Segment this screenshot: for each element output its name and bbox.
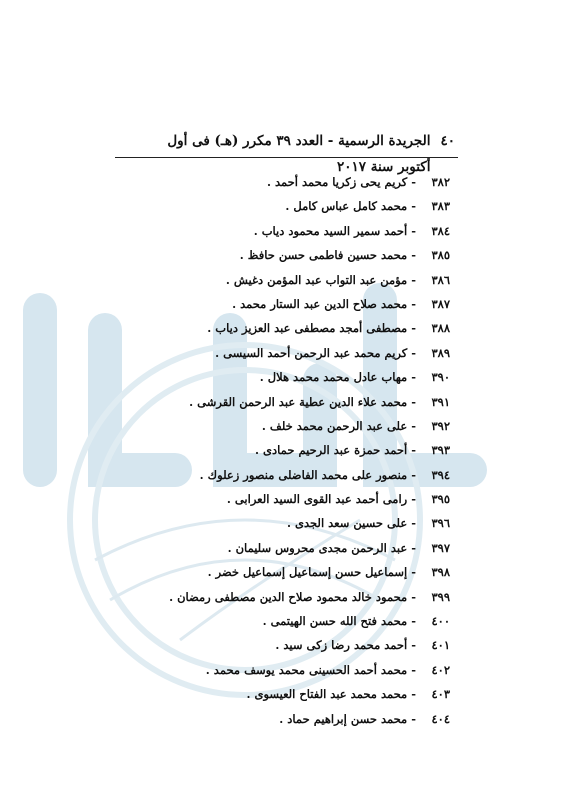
list-item: [110, 609, 450, 633]
list-item: [110, 658, 450, 682]
entry-name: على عبد الرحمن محمد خلف .: [261, 418, 408, 433]
entry-separator: -: [411, 711, 416, 726]
entry-number: ٣٩٣: [431, 443, 450, 458]
entry-number: ٤٠١: [431, 638, 450, 653]
entry-separator: -: [411, 443, 416, 458]
entry-name: إسماعيل حسن إسماعيل إسماعيل خضر .: [207, 565, 408, 580]
entry-separator: -: [411, 516, 416, 531]
entry-separator: -: [411, 565, 416, 580]
entry-name: محمود خالد محمود صلاح الدين مصطفى رمضان .: [169, 589, 408, 604]
entry-number: ٣٨٥: [431, 248, 450, 263]
entry-separator: -: [411, 248, 416, 263]
entry-separator: -: [411, 175, 416, 189]
page-header: [145, 128, 455, 175]
entry-separator: -: [411, 272, 416, 287]
entry-name: أحمد حمزة عبد الرحيم حمادى .: [255, 443, 408, 458]
entry-name: كريم محمد عبد الرحمن أحمد السيسى .: [215, 345, 408, 360]
list-item: [110, 365, 450, 389]
entry-separator: -: [411, 418, 416, 433]
entry-separator: -: [411, 638, 416, 653]
entry-name: محمد كامل عباس كامل .: [285, 199, 408, 214]
entry-number: ٣٨٤: [431, 223, 450, 238]
page-number: ٤٠: [440, 133, 455, 149]
list-item: [110, 316, 450, 340]
entry-number: ٣٩٤: [431, 467, 450, 482]
list-item: [110, 268, 450, 292]
entry-number: ٣٩٢: [431, 418, 450, 433]
list-item: [110, 243, 450, 267]
list-item: [110, 560, 450, 584]
entry-separator: -: [411, 296, 416, 311]
entry-number: ٣٨٦: [431, 272, 450, 287]
entry-name: مهاب عادل محمد محمد هلال .: [259, 370, 408, 385]
entry-name: على حسين سعد الجدى .: [286, 516, 408, 531]
list-item: [110, 390, 450, 414]
entry-name: محمد محمد عبد الفتاح العيسوى .: [246, 687, 408, 702]
entry-number: ٣٨٢: [431, 175, 450, 189]
entry-name: محمد صلاح الدين عبد الستار محمد .: [232, 296, 408, 311]
list-item: [110, 170, 450, 194]
entry-number: ٤٠٠: [431, 614, 450, 629]
entry-name: محمد فتح الله حسن الهيتمى .: [262, 614, 408, 629]
entry-name: كريم يحى زكريا محمد أحمد .: [266, 175, 408, 189]
list-item: [110, 292, 450, 316]
list-item: [110, 536, 450, 560]
entry-name: محمد حسن إبراهيم حماد .: [279, 711, 408, 726]
entry-name: منصور على محمد الفاضلى منصور زعلوك .: [199, 467, 408, 482]
entry-separator: -: [411, 540, 416, 555]
entry-number: ٣٩٩: [431, 589, 450, 604]
entry-number: ٤٠٣: [431, 687, 450, 702]
entry-separator: -: [411, 492, 416, 507]
entry-number: ٣٩١: [431, 394, 450, 409]
entry-name: أحمد سمير السيد محمود دياب .: [253, 223, 408, 238]
entry-number: ٣٨٣: [431, 199, 450, 214]
entry-number: ٣٩٧: [431, 540, 450, 555]
entry-name: مؤمن عبد التواب عبد المؤمن دغيش .: [225, 272, 408, 287]
entry-number: ٣٩٥: [431, 492, 450, 507]
entry-number: ٤٠٤: [431, 711, 450, 726]
entry-number: ٣٨٧: [431, 296, 450, 311]
list-item: [110, 341, 450, 365]
entry-number: ٤٠٢: [431, 662, 450, 677]
entry-number: ٣٩٨: [431, 565, 450, 580]
entry-separator: -: [411, 345, 416, 360]
entry-name: محمد حسين فاطمى حسن حافظ .: [239, 248, 408, 263]
list-item: [110, 707, 450, 731]
entry-name: أحمد محمد رضا زكى سيد .: [275, 638, 408, 653]
entry-number: ٣٨٨: [431, 321, 450, 336]
list-item: [110, 463, 450, 487]
entry-name: رامى أحمد عبد القوى السيد العرابى .: [226, 492, 408, 507]
entry-separator: -: [411, 199, 416, 214]
entry-name: عبد الرحمن مجدى محروس سليمان .: [227, 540, 408, 555]
entry-separator: -: [411, 687, 416, 702]
header-divider: [115, 157, 458, 158]
list-item: [110, 511, 450, 535]
entry-name: مصطفى أمجد مصطفى عبد العزيز دياب .: [207, 321, 408, 336]
list-item: [110, 194, 450, 218]
header-title: الجريدة الرسمية - العدد ٣٩ مكرر (هـ) فى أول أكتوبر سنة ٢٠١٧: [167, 133, 431, 175]
entry-separator: -: [411, 370, 416, 385]
list-item: [110, 682, 450, 706]
list-item: [110, 585, 450, 609]
list-item: [110, 219, 450, 243]
list-item: [110, 438, 450, 462]
entry-name: محمد علاء الدين عطية عبد الرحمن القرشى .: [189, 394, 408, 409]
entry-name: محمد أحمد الحسينى محمد يوسف محمد .: [205, 662, 408, 677]
names-list: [110, 170, 450, 731]
entry-separator: -: [411, 589, 416, 604]
entry-number: ٣٨٩: [431, 345, 450, 360]
list-item: [110, 414, 450, 438]
entry-separator: -: [411, 394, 416, 409]
list-item: [110, 487, 450, 511]
entry-separator: -: [411, 321, 416, 336]
entry-separator: -: [411, 662, 416, 677]
entry-separator: -: [411, 467, 416, 482]
entry-number: ٣٩٠: [431, 370, 450, 385]
list-item: [110, 633, 450, 657]
entry-separator: -: [411, 223, 416, 238]
entry-separator: -: [411, 614, 416, 629]
entry-number: ٣٩٦: [431, 516, 450, 531]
